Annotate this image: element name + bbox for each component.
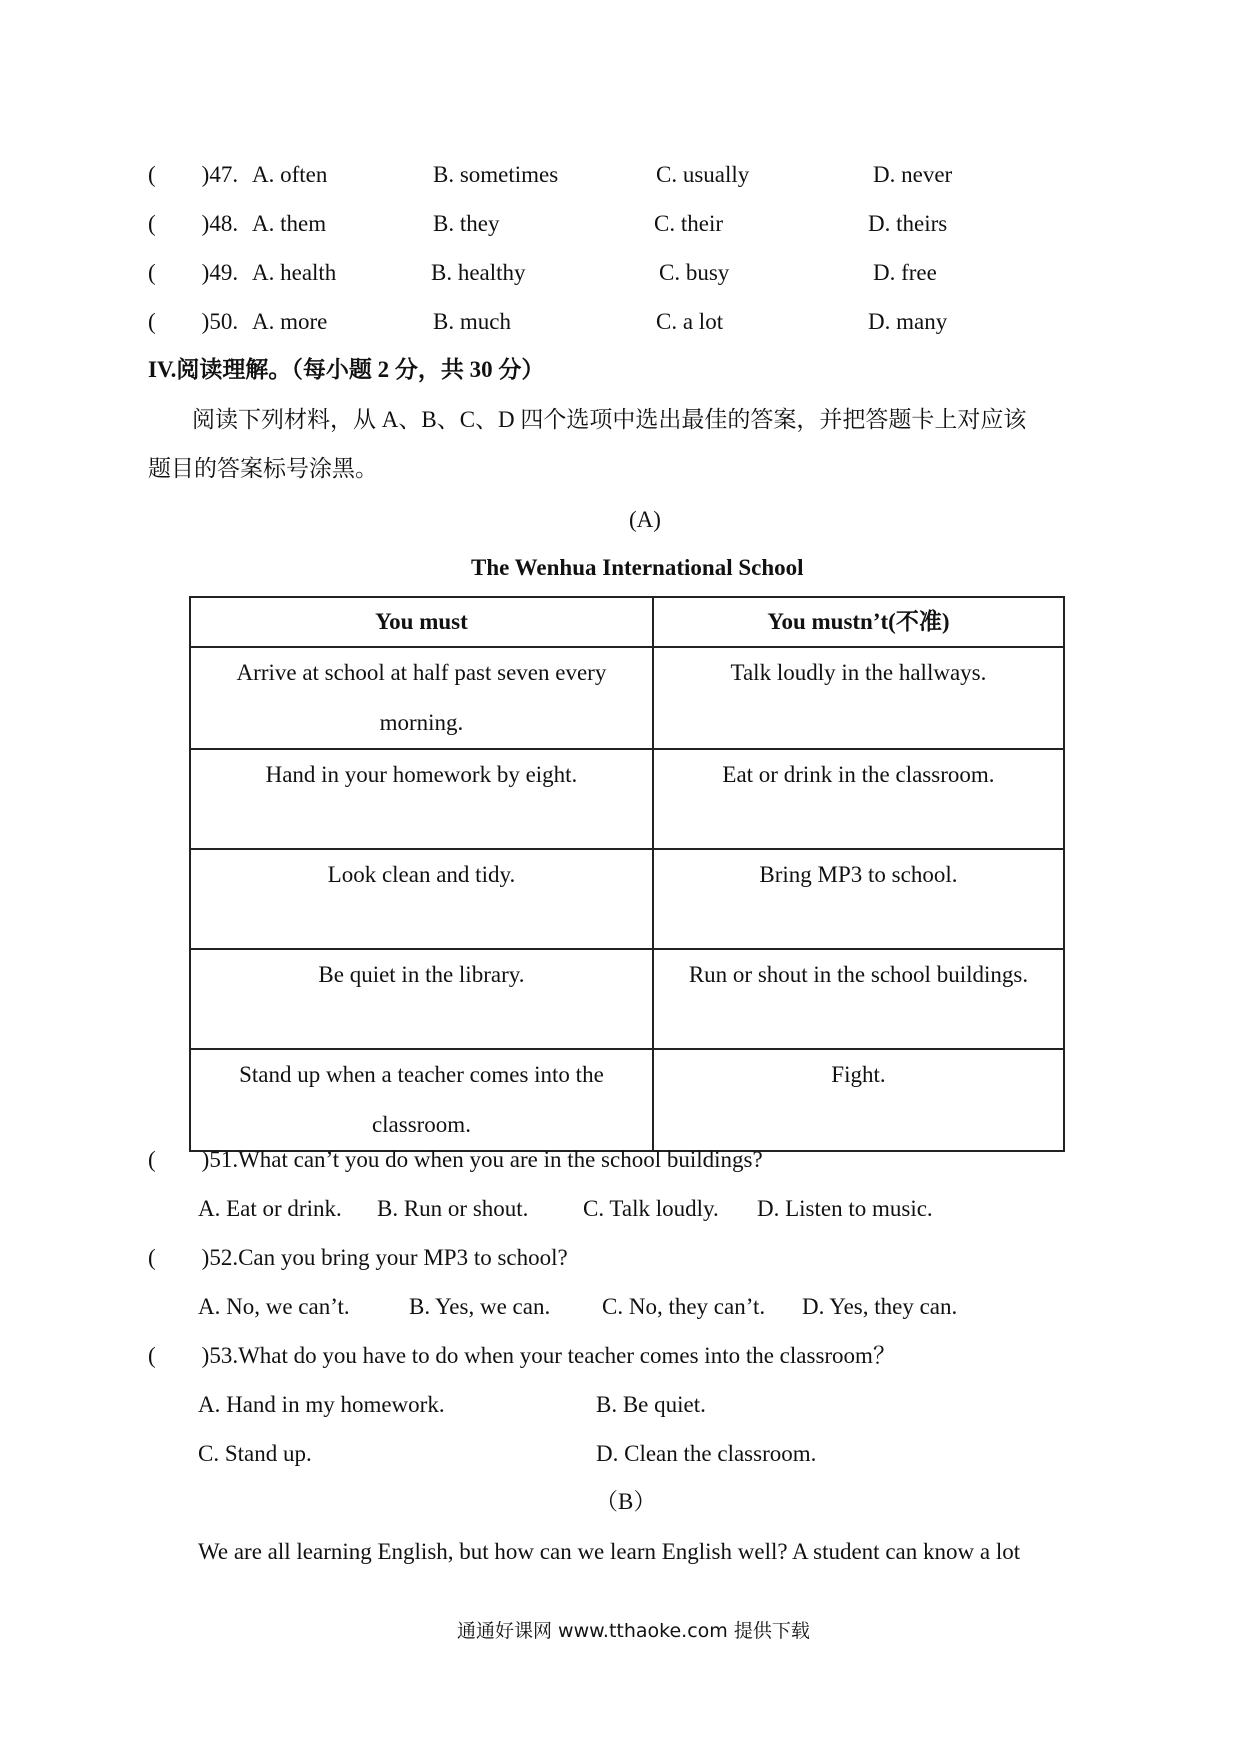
option-d: D. Clean the classroom. xyxy=(596,1441,817,1466)
instruction-text: 阅读下列材料，从 A、B、C、D 四个选项中选出最佳的答案，并把答题卡上对应该 xyxy=(192,407,1027,432)
option-a: A. health xyxy=(252,260,337,285)
table-cell: Stand up when a teacher comes into the classroom. xyxy=(190,1049,653,1151)
option-a: A. often xyxy=(252,162,328,187)
table-cell: Eat or drink in the classroom. xyxy=(653,749,1064,849)
passage-text: We are all learning English, but how can we learn English well? A student can know a lot xyxy=(198,1539,1021,1564)
table-row xyxy=(190,849,1064,949)
table-cell: Hand in your homework by eight. xyxy=(190,749,653,849)
question-52-stem: ( )52.Can you bring your MP3 to school? xyxy=(148,1245,568,1270)
page-footer: 通通好课网 www.tthaoke.com 提供下载 xyxy=(457,1620,810,1642)
option-d: D. many xyxy=(868,309,948,334)
table-header-row xyxy=(190,597,1064,647)
header-mustnt: You mustn’t(不准) xyxy=(653,597,1064,647)
section-heading: IV.阅读理解。（每小题 2 分，共 30 分） xyxy=(148,357,545,382)
option-b: B. Run or shout. xyxy=(377,1196,529,1221)
table-row xyxy=(190,749,1064,849)
option-c: C. No, they can’t. xyxy=(602,1294,766,1319)
option-d: D. Listen to music. xyxy=(757,1196,933,1221)
option-b: B. healthy xyxy=(431,260,526,285)
option-a: A. Eat or drink. xyxy=(198,1196,342,1221)
passage-label: （B） xyxy=(595,1489,657,1514)
table-cell: Be quiet in the library. xyxy=(190,949,653,1049)
question-53-stem: ( )53.What do you have to do when your teacher comes into the classroom？ xyxy=(148,1343,896,1368)
question-number: ( )47. xyxy=(148,162,239,187)
option-c: C. usually xyxy=(656,162,750,187)
option-a: A. Hand in my homework. xyxy=(198,1392,445,1417)
option-c: C. their xyxy=(654,211,723,236)
question-number: ( )49. xyxy=(148,260,239,285)
school-rules-table xyxy=(189,596,1065,1152)
option-c: C. Talk loudly. xyxy=(583,1196,719,1221)
table-cell: Fight. xyxy=(653,1049,1064,1151)
instruction-text-cont: 题目的答案标号涂黑。 xyxy=(148,456,378,481)
option-c: C. busy xyxy=(659,260,730,285)
option-b: B. sometimes xyxy=(433,162,559,187)
option-b: B. Yes, we can. xyxy=(409,1294,551,1319)
header-must: You must xyxy=(190,597,653,647)
option-b: B. Be quiet. xyxy=(596,1392,706,1417)
option-d: D. never xyxy=(873,162,953,187)
option-b: B. they xyxy=(433,211,500,236)
table-cell: Arrive at school at half past seven every morning. xyxy=(190,647,653,749)
question-51-stem: ( )51.What can’t you do when you are in the school buildings? xyxy=(148,1147,763,1172)
table-cell: Look clean and tidy. xyxy=(190,849,653,949)
option-d: D. Yes, they can. xyxy=(802,1294,958,1319)
option-a: A. them xyxy=(252,211,327,236)
question-number: ( )50. xyxy=(148,309,239,334)
option-c: C. a lot xyxy=(656,309,724,334)
passage-label: (A) xyxy=(629,507,661,532)
option-d: D. theirs xyxy=(868,211,948,236)
table-row xyxy=(190,949,1064,1049)
table-cell: Bring MP3 to school. xyxy=(653,849,1064,949)
option-a: A. No, we can’t. xyxy=(198,1294,350,1319)
passage-title: The Wenhua International School xyxy=(471,555,804,580)
option-d: D. free xyxy=(873,260,937,285)
option-a: A. more xyxy=(252,309,328,334)
option-c: C. Stand up. xyxy=(198,1441,312,1466)
question-number: ( )48. xyxy=(148,211,239,236)
option-b: B. much xyxy=(433,309,511,334)
table-cell: Run or shout in the school buildings. xyxy=(653,949,1064,1049)
table-row xyxy=(190,1049,1064,1151)
table-cell: Talk loudly in the hallways. xyxy=(653,647,1064,749)
table-row xyxy=(190,647,1064,749)
